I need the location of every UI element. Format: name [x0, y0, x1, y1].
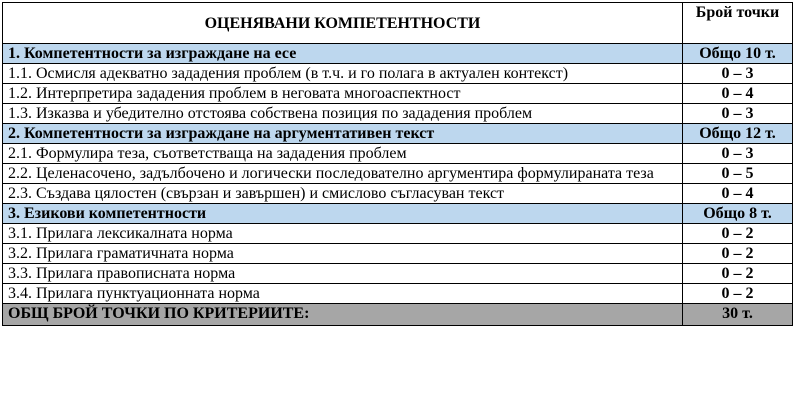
total-points: 30 т.	[683, 304, 793, 326]
section-row	[3, 124, 793, 144]
header-title: ОЦЕНЯВАНИ КОМПЕТЕНТНОСТИ	[3, 3, 683, 44]
criterion-row	[3, 84, 793, 104]
criterion-points: 0 – 2	[683, 284, 793, 304]
criterion-row	[3, 64, 793, 84]
criterion-text: 3.1. Прилага лексикалната норма	[3, 224, 683, 244]
total-row	[3, 304, 793, 326]
criterion-text: 3.3. Прилага правописната норма	[3, 264, 683, 284]
criterion-row	[3, 244, 793, 264]
criterion-text: 2.1. Формулира теза, съответстваща на зададения проблем	[3, 144, 683, 164]
criterion-row	[3, 284, 793, 304]
section-row	[3, 44, 793, 64]
criterion-text: 3.4. Прилага пунктуационната норма	[3, 284, 683, 304]
criterion-text: 3.2. Прилага граматичната норма	[3, 244, 683, 264]
criterion-row	[3, 224, 793, 244]
criterion-row	[3, 264, 793, 284]
section-total: Общо 12 т.	[683, 124, 793, 144]
criterion-row	[3, 164, 793, 184]
header-row	[3, 3, 793, 44]
section-title: 3. Езикови компетентности	[3, 204, 683, 224]
criterion-text: 1.1. Осмисля адекватно зададения проблем (в т.ч. и го полага в актуален контекст)	[3, 64, 683, 84]
criterion-text: 1.2. Интерпретира зададения проблем в неговата многоаспектност	[3, 84, 683, 104]
criterion-text: 1.3. Изказва и убедително отстоява собствена позиция по зададения проблем	[3, 104, 683, 124]
criterion-row	[3, 184, 793, 204]
section-total: Общо 10 т.	[683, 44, 793, 64]
criterion-points: 0 – 5	[683, 164, 793, 184]
criterion-points: 0 – 3	[683, 144, 793, 164]
section-total: Общо 8 т.	[683, 204, 793, 224]
criterion-points: 0 – 2	[683, 264, 793, 284]
criterion-points: 0 – 2	[683, 244, 793, 264]
section-title: 1. Компетентности за изграждане на есе	[3, 44, 683, 64]
competencies-table	[2, 2, 793, 326]
criterion-row	[3, 144, 793, 164]
criterion-points: 0 – 3	[683, 64, 793, 84]
criterion-points: 0 – 4	[683, 84, 793, 104]
total-label: ОБЩ БРОЙ ТОЧКИ ПО КРИТЕРИИТЕ:	[3, 304, 683, 326]
header-points: Брой точки	[683, 3, 793, 44]
criterion-text: 2.3. Създава цялостен (свързан и завършен) и смислово съгласуван текст	[3, 184, 683, 204]
criterion-row	[3, 104, 793, 124]
criterion-points: 0 – 4	[683, 184, 793, 204]
criterion-text: 2.2. Целенасочено, задълбочено и логически последователно аргументира формулираната теза	[3, 164, 683, 184]
section-row	[3, 204, 793, 224]
criterion-points: 0 – 3	[683, 104, 793, 124]
criterion-points: 0 – 2	[683, 224, 793, 244]
section-title: 2. Компетентности за изграждане на аргументативен текст	[3, 124, 683, 144]
